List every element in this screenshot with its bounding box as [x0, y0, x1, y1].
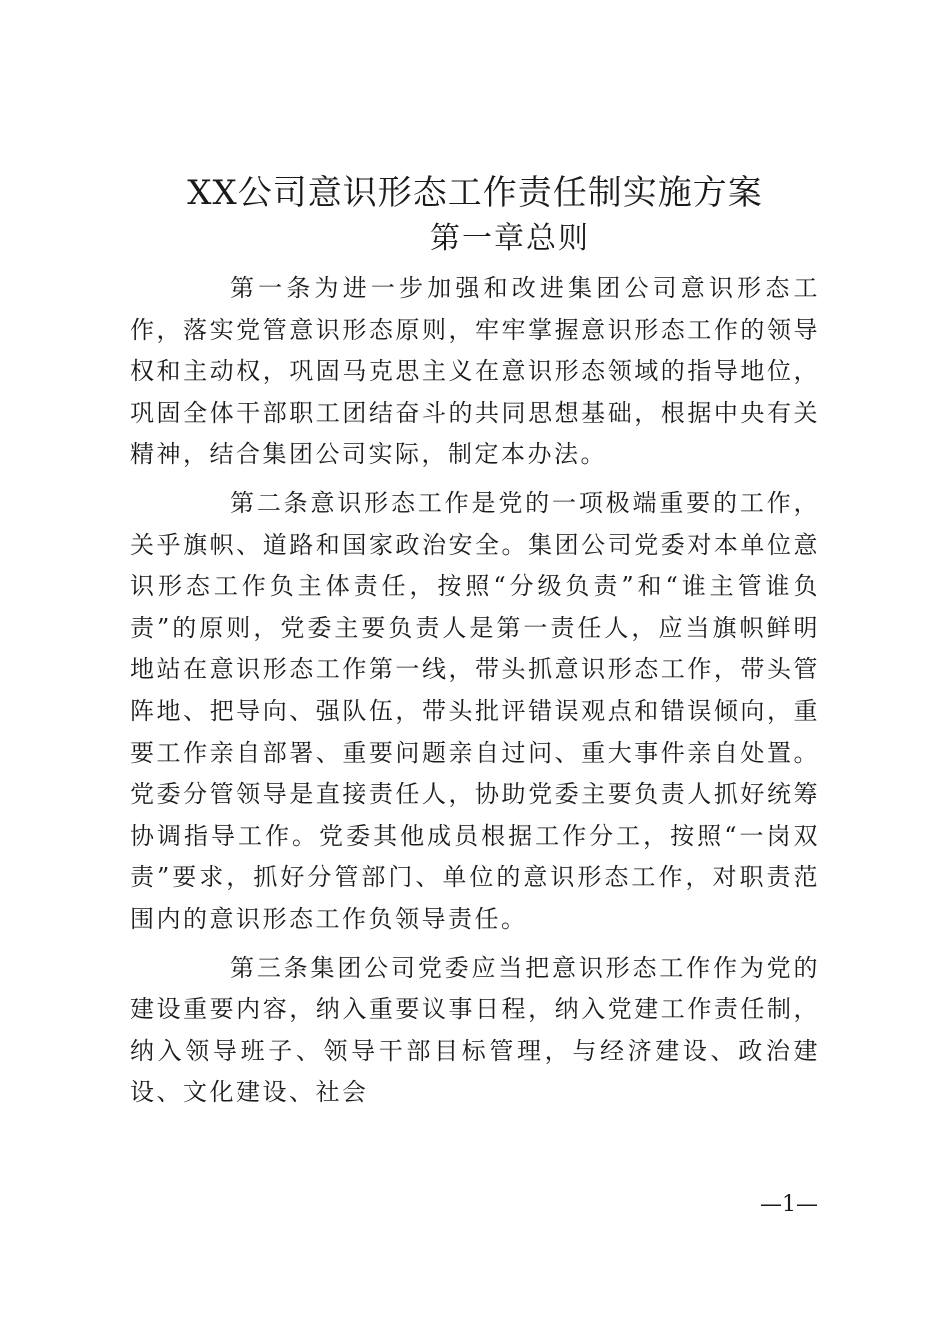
document-title: XX公司意识形态工作责任制实施方案	[187, 173, 763, 213]
page-number: —1—	[760, 1192, 818, 1217]
body-text	[130, 268, 820, 1121]
paragraph-article-1: 第一条为进一步加强和改进集团公司意识形态工作，落实党管意识形态原则，牢牢掌握意识形态工作的领导权和主动权，巩固马克思主义在意识形态领域的指导地位，巩固全体干部职工团结奋斗的共同思想基础，根据中央有关精神，结合集团公司实际，制定本办法。	[130, 274, 820, 469]
paragraph-article-3: 第三条集团公司党委应当把意识形态工作作为党的建设重要内容，纳入重要议事日程，纳入党建工作责任制，纳入领导班子、领导干部目标管理，与经济建设、政治建设、文化建设、社会	[130, 953, 820, 1107]
chapter-heading: 第一章总则	[430, 221, 590, 256]
paragraph-article-2: 第二条意识形态工作是党的一项极端重要的工作，关乎旗帜、道路和国家政治安全。集团公司党委对本单位意识形态工作负主体责任，按照“分级负责”和“谁主管谁负责”的原则，党委主要负责人是第一责任人，应当旗帜鲜明地站在意识形态工作第一线，带头抓意识形态工作，带头管阵地、把导向、强队伍，带头批评错误观点和错误倾向，重要工作亲自部署、重要问题亲自过问、重大事件亲自处置。党委分管领导是直接责任人，协助党委主要负责人抓好统筹协调指导工作。党委其他成员根据工作分工，按照“一岗双责”要求，抓好分管部门、单位的意识形态工作，对职责范围内的意识形态工作负领导责任。	[130, 488, 820, 933]
